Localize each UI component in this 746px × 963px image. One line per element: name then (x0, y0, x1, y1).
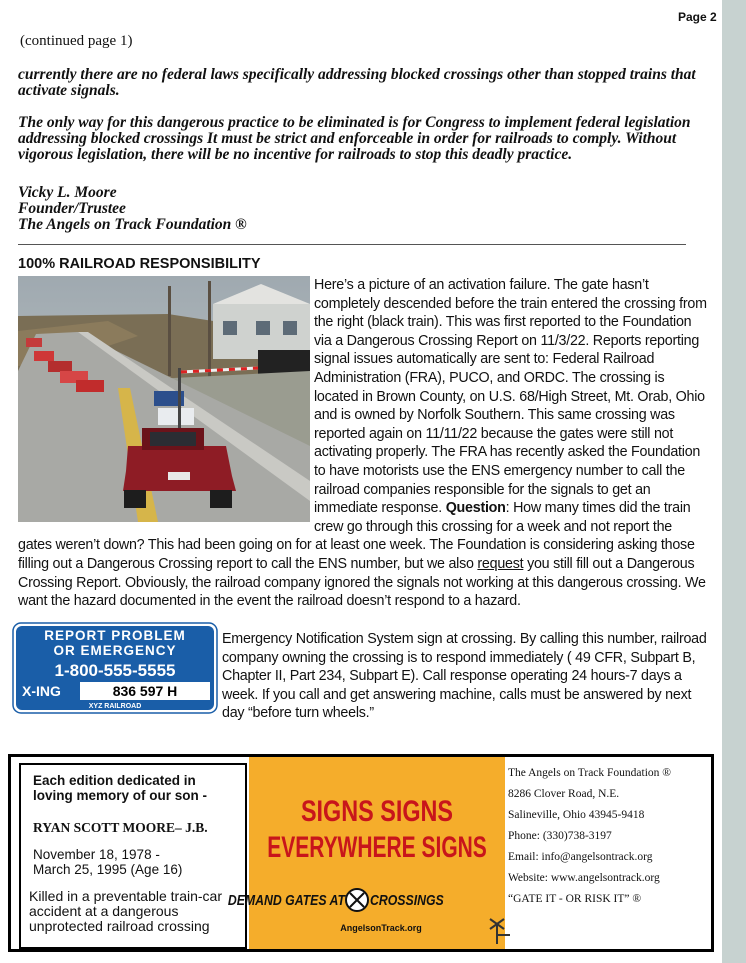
signs-poster (227, 757, 505, 949)
article-text-2: : How many times did the train crew go through this crossing for a week and not report the gates weren’t down? This had been going on for at least one week. The Foundation is considering asking those filling out a Dangerous Crossing report to call the ENS number, but we also (18, 500, 695, 572)
memorial-dedication: Each edition dedicated in loving memory of our son - (33, 773, 208, 803)
article-text-3: you still fill out a Dangerous Crossing Report. Obviously, the railroad company ignored the signals not working at this dangerous crossing. We want the hazard documented in the event the railroad doesn’t respond to a hazard. (18, 555, 706, 610)
signature-name: Vicky L. Moore (18, 184, 117, 201)
poster-site: AngelsonTrack.org (340, 923, 422, 933)
ens-sign-image (12, 622, 218, 714)
ens-description: Emergency Notification System sign at crossing. By calling this number, railroad company owning the crossing is to respond immediately ( 49 CFR, Subpart B, Chapter II, Part 234, Subpart E). Call response operating 24 hours-7 days a week. If you call and get answering machine, calls must be answered by next day “before turn wheels.” (222, 631, 707, 722)
sign-line-1: REPORT PROBLEM (44, 628, 186, 643)
page-number: Page 2 (678, 10, 717, 24)
signature-org: The Angels on Track Foundation ® (18, 216, 247, 233)
section-heading: 100% RAILROAD RESPONSIBILITY (18, 256, 261, 272)
address-motto: “GATE IT - OR RISK IT” ® (508, 893, 642, 905)
memorial-date-birth: November 18, 1978 - (33, 847, 160, 862)
signature-block (18, 185, 247, 233)
article-text-1: Here’s a picture of an activation failure. The gate hasn’t completely descended before the train entered the crossing from the right (black train). This was first reported to the Foundation via a Dangerous Crossing Report on 11/3/22. Reports reporting signal issues automatically are sent to: Federal Railroad Administration (FRA), PUCO, and ORDC. The crossing is located in Brown County, on U.S. 68/High Street, Mt. Orab, Ohio and is owned by Norfolk Southern. This same crossing was reported again on 11/11/22 because the gates were still not activating properly. The FRA has recently asked the Foundation to have motorists use the ENS emergency number to call the railroad companies responsible for the signals to get an immediate response. (314, 277, 707, 517)
address-website: Website: www.angelsontrack.org (508, 872, 660, 884)
section-divider (18, 244, 686, 245)
poster-line-2: EVERYWHERE SIGNS (267, 831, 487, 864)
poster-line-1: SIGNS SIGNS (300, 794, 454, 828)
poster-slogan-left: DEMAND GATES AT (227, 891, 345, 909)
address-email: Email: info@angelsontrack.org (508, 851, 653, 863)
intro-text (18, 67, 708, 179)
signature-title: Founder/Trustee (18, 200, 126, 217)
sign-line-2: OR EMERGENCY (53, 643, 177, 658)
address-org: The Angels on Track Foundation ® (508, 767, 672, 779)
memorial-box (19, 763, 247, 949)
crossing-gate-icon (483, 915, 511, 945)
crossbuck-icon (346, 889, 368, 911)
memorial-note: Killed in a preventable train-car accident at a dangerous unprotected railroad crossing (29, 888, 222, 934)
memorial-name: RYAN SCOTT MOORE– J.B. (33, 820, 208, 835)
request-word: request (477, 555, 524, 572)
memorial-dates (33, 847, 233, 877)
question-label: Question (445, 500, 506, 517)
sign-railroad: XYZ RAILROAD (88, 703, 142, 710)
article-body (18, 276, 708, 611)
intro-paragraph: The only way for this dangerous practice to be eliminated is for Congress to implement federal legislation addressing blocked crossings It must be strict and enforceable in order for railroads to comply. Without vigorous legislation, there will be no incentive for railroads to stop this deadly practice. (18, 114, 691, 163)
footer-box (8, 754, 714, 952)
sign-phone: 1-800-555-5555 (54, 661, 176, 680)
intro-paragraph: currently there are no federal laws specifically addressing blocked crossings other than stopped trains that activate signals. (18, 66, 696, 99)
continued-note: (continued page 1) (20, 33, 133, 49)
address-phone: Phone: (330)738-3197 (508, 830, 612, 842)
address-street: 8286 Clover Road, N.E. (508, 788, 620, 800)
memorial-date-death: March 25, 1995 (Age 16) (33, 862, 183, 877)
poster-slogan-right: CROSSINGS (370, 891, 444, 909)
sign-xing-label: X-ING (22, 683, 61, 699)
address-city: Salineville, Ohio 43945-9418 (508, 809, 645, 821)
foundation-address (508, 763, 708, 910)
sign-xing-number: 836 597 H (112, 683, 178, 699)
page-side-bar (722, 0, 746, 963)
